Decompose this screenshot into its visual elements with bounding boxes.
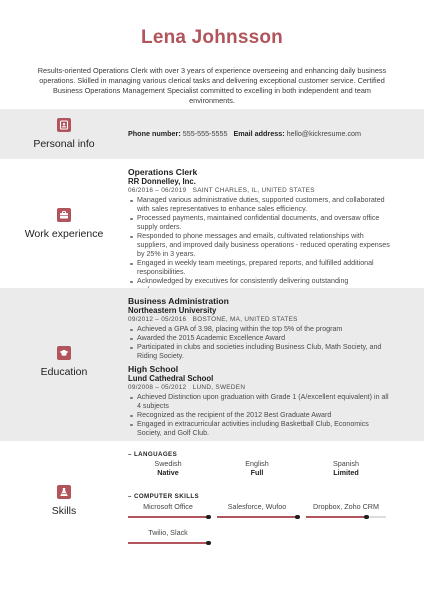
skill-knob: [206, 515, 211, 520]
graduation-cap-icon: [57, 346, 71, 360]
education-location: BOSTONE, MA, UNITED STATES: [192, 316, 298, 323]
job-location: SAINT CHARLES, IL, UNITED STATES: [192, 187, 315, 194]
work-experience-title: Work experience: [24, 228, 104, 240]
skill-knob: [206, 541, 211, 546]
skill-knob: [295, 515, 300, 520]
job-meta: [128, 186, 390, 195]
degree: High School: [128, 364, 179, 374]
skill-item: [128, 528, 208, 544]
email-label: Email address:: [233, 129, 285, 138]
phone-label: Phone number:: [128, 129, 181, 138]
list-item: Achieved a GPA of 3.98, placing within the top 5% of the program: [137, 325, 390, 334]
skill-bar: [128, 542, 208, 544]
list-item: Processed payments, maintained confidential documents, and oversaw office supply orders.: [137, 214, 390, 232]
list-item: Achieved Distinction upon graduation with Grade 1 (A/excellent equivalent) in all 4 subjects: [137, 393, 389, 410]
contact-line: [128, 129, 390, 138]
education-dates: 09/2012 – 05/2016: [128, 316, 187, 323]
phone-value: 555-555-5555: [182, 129, 228, 138]
language-name: Swedish: [154, 459, 182, 468]
degree: Business Administration: [128, 296, 229, 306]
education-entry: [128, 364, 390, 438]
education-bullets: [128, 325, 390, 361]
skill-bar: [128, 516, 208, 518]
work-entry: [128, 167, 390, 295]
language-level: Limited: [333, 468, 359, 477]
skills-heading: [0, 485, 128, 517]
flask-icon: [57, 485, 71, 499]
personal-info-title: Personal info: [33, 138, 95, 150]
education-meta: [128, 315, 390, 324]
skill-name: Twilio, Slack: [148, 528, 188, 537]
list-item: Participated in clubs and societies including Business Club, Math Society, and Riding Society.: [137, 343, 390, 361]
work-experience-heading: [0, 208, 128, 240]
language-item: [306, 459, 386, 477]
personal-info-section: [0, 109, 424, 159]
list-item: Engaged in weekly team meetings, prepared reports, and fulfilled additional responsibilities.: [137, 259, 390, 277]
language-level: Native: [157, 468, 179, 477]
education-bullets: [128, 393, 390, 438]
email-value: hello@kickresume.com: [286, 129, 362, 138]
skill-bar: [217, 516, 297, 518]
briefcase-icon: [57, 208, 71, 222]
language-item: [217, 459, 297, 477]
candidate-name: Lena Johnsson: [141, 27, 283, 48]
skill-item: [128, 502, 208, 518]
list-item: Engaged in extracurricular activities including Basketball Club, Economics Society, and Golf Club.: [137, 420, 390, 438]
language-name: Spanish: [333, 459, 359, 468]
education-section: [0, 288, 424, 441]
list-item: Responded to phone messages and emails, cultivated relationships with suppliers, and improved daily business operations - reduced operating expenses by 25% in 3 years.: [137, 232, 390, 258]
list-item: Managed various administrative duties, supported customers, and collaborated with sales representatives to enhance sales efficiency.: [137, 196, 390, 214]
list-item: Recognized as the recipient of the 2012 Best Graduate Award: [137, 411, 390, 420]
skill-name: Microsoft Office: [143, 502, 193, 511]
skill-item: [217, 502, 297, 518]
summary-text: Results-oriented Operations Clerk with over 3 years of experience overseeing and enhancing daily business operations. Skilled in managing various clerical tasks and delivering exceptional customer service. Certified Business Operations Management Specialist committed to excelling in both independent and team environments.: [37, 66, 387, 105]
education-meta: [128, 383, 390, 392]
language-item: [128, 459, 208, 477]
education-entry: [128, 296, 390, 361]
education-dates: 09/2008 – 05/2012: [128, 384, 187, 391]
employer: RR Donnelley, Inc.: [128, 177, 196, 186]
list-item: Acknowledged by executives for consistently delivering outstanding: [137, 277, 390, 295]
skill-bar: [306, 516, 386, 518]
list-item: Awarded the 2015 Academic Excellence Award: [137, 334, 390, 343]
job-bullets: [128, 196, 390, 295]
skill-item: [306, 502, 386, 518]
work-experience-section: [0, 159, 424, 288]
skill-name: Dropbox, Zoho CRM: [313, 502, 379, 511]
education-title: Education: [40, 366, 88, 378]
education-location: LUND, SWEDEN: [192, 384, 246, 391]
skills-section: [0, 441, 424, 600]
skill-name: Salesforce, Wufoo: [227, 502, 287, 511]
personal-info-heading: [0, 118, 128, 150]
school: Lund Cathedral School: [128, 374, 214, 383]
language-name: English: [245, 459, 269, 468]
skill-knob: [364, 515, 369, 520]
id-card-icon: [57, 118, 71, 132]
job-title: Operations Clerk: [128, 167, 198, 177]
school: Northeastern University: [128, 306, 217, 315]
skills-title: Skills: [51, 505, 77, 517]
job-dates: 06/2016 – 06/2019: [128, 187, 187, 194]
computer-skills-subtitle: – COMPUTER SKILLS: [128, 493, 200, 500]
education-heading: [0, 346, 128, 378]
language-level: Full: [250, 468, 264, 477]
languages-subtitle: – LANGUAGES: [128, 451, 178, 458]
